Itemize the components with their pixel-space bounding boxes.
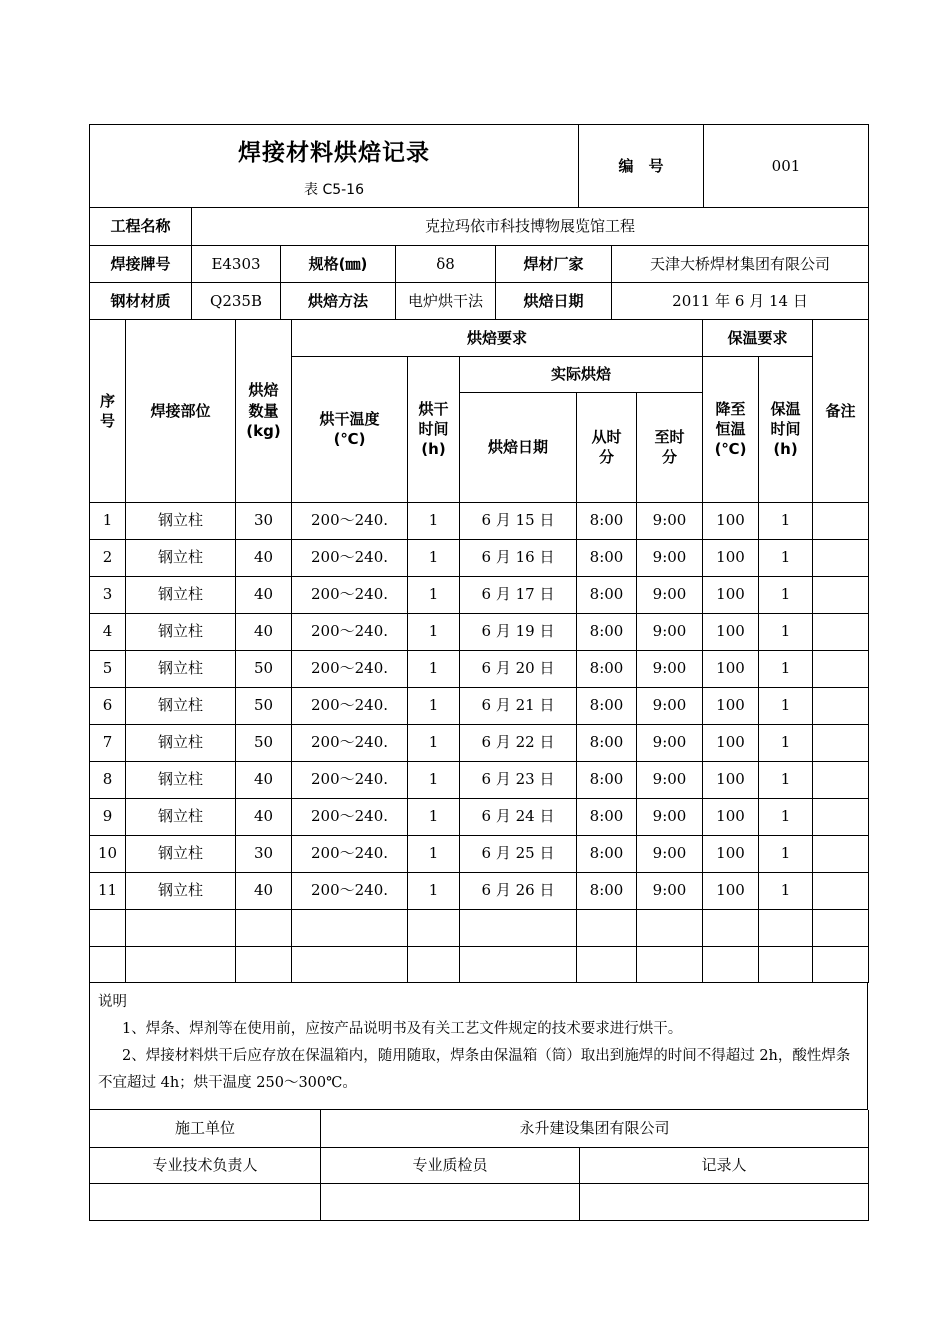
cell-drop: 100 — [703, 687, 759, 724]
cell-date: 6 月 24 日 — [460, 798, 577, 835]
cell-time: 1 — [408, 835, 460, 872]
cell-remark — [813, 613, 869, 650]
cell-remark — [813, 502, 869, 539]
cell-time: 1 — [408, 502, 460, 539]
title-table — [89, 124, 869, 208]
cell-remark — [813, 798, 869, 835]
cell-seq: 3 — [90, 576, 126, 613]
table-row — [90, 835, 869, 872]
cell-remark — [813, 761, 869, 798]
note-line-2: 2、焊接材料烘干后应存放在保温箱内，随用随取，焊条由保温箱（筒）取出到施焊的时间不得超过 2h，酸性焊条不宜超过 4h；烘干温度 250～300℃。 — [98, 1047, 851, 1091]
brand-label: 焊接牌号 — [90, 246, 192, 283]
cell-from: 8:00 — [577, 872, 637, 909]
table-row — [90, 687, 869, 724]
material-info-table — [89, 246, 869, 321]
cell-drop: 100 — [703, 539, 759, 576]
cell-temp: 200～240. — [292, 687, 408, 724]
notes-table — [89, 983, 868, 1111]
cell-location: 钢立柱 — [126, 539, 236, 576]
cell-qty: 40 — [236, 539, 292, 576]
notes-heading: 说明 — [98, 993, 127, 1010]
cell-drop: 100 — [703, 724, 759, 761]
cell-from: 8:00 — [577, 761, 637, 798]
cell-from: 8:00 — [577, 502, 637, 539]
table-row — [90, 650, 869, 687]
cell-keep: 1 — [759, 576, 813, 613]
brand-value: E4303 — [192, 246, 281, 283]
cell-keep: 1 — [759, 502, 813, 539]
cell-location: 钢立柱 — [126, 613, 236, 650]
cell-seq: 11 — [90, 872, 126, 909]
spec-value: δ8 — [396, 246, 496, 283]
bake-record-form — [89, 124, 868, 1221]
cell-seq: 2 — [90, 539, 126, 576]
notes-cell — [90, 983, 868, 1110]
cell-from: 8:00 — [577, 835, 637, 872]
maker-label: 焊材厂家 — [496, 246, 612, 283]
unit-label: 施工单位 — [90, 1110, 321, 1147]
cell-qty: 40 — [236, 576, 292, 613]
cell-location: 钢立柱 — [126, 761, 236, 798]
cell-date: 6 月 21 日 — [460, 687, 577, 724]
unit-value: 永升建设集团有限公司 — [321, 1110, 869, 1147]
cell-keep: 1 — [759, 724, 813, 761]
cell-drop: 100 — [703, 835, 759, 872]
project-label: 工程名称 — [90, 208, 192, 245]
cell-remark — [813, 835, 869, 872]
cell-temp: 200～240. — [292, 761, 408, 798]
recorder-signature — [580, 1183, 869, 1220]
cell-to: 9:00 — [637, 613, 703, 650]
cell-temp: 200～240. — [292, 798, 408, 835]
col-bake-date: 烘焙日期 — [460, 392, 577, 502]
cell-temp: 200～240. — [292, 502, 408, 539]
cell-qty: 40 — [236, 761, 292, 798]
spec-label: 规格(㎜) — [281, 246, 396, 283]
col-from: 从时 分 — [577, 392, 637, 502]
table-row — [90, 576, 869, 613]
cell-to: 9:00 — [637, 761, 703, 798]
cell-remark — [813, 872, 869, 909]
col-drop-temp: 降至 恒温 (℃) — [703, 356, 759, 502]
maker-value: 天津大桥焊材集团有限公司 — [612, 246, 869, 283]
method-label: 烘焙方法 — [281, 283, 396, 320]
cell-seq: 4 — [90, 613, 126, 650]
table-row — [90, 613, 869, 650]
signature-table — [89, 1110, 869, 1221]
date-label: 烘焙日期 — [496, 283, 612, 320]
cell-seq: 6 — [90, 687, 126, 724]
cell-to: 9:00 — [637, 650, 703, 687]
cell-date: 6 月 19 日 — [460, 613, 577, 650]
steel-value: Q235B — [192, 283, 281, 320]
cell-drop: 100 — [703, 872, 759, 909]
cell-temp: 200～240. — [292, 872, 408, 909]
cell-seq: 7 — [90, 724, 126, 761]
records-body — [90, 502, 869, 909]
tech-lead-signature — [90, 1183, 321, 1220]
cell-drop: 100 — [703, 576, 759, 613]
cell-keep: 1 — [759, 687, 813, 724]
cell-keep: 1 — [759, 872, 813, 909]
cell-remark — [813, 539, 869, 576]
cell-from: 8:00 — [577, 650, 637, 687]
cell-date: 6 月 20 日 — [460, 650, 577, 687]
cell-date: 6 月 15 日 — [460, 502, 577, 539]
form-code: 表 C5-16 — [304, 182, 364, 199]
cell-from: 8:00 — [577, 724, 637, 761]
cell-to: 9:00 — [637, 539, 703, 576]
cell-to: 9:00 — [637, 502, 703, 539]
cell-from: 8:00 — [577, 687, 637, 724]
cell-drop: 100 — [703, 650, 759, 687]
cell-from: 8:00 — [577, 576, 637, 613]
form-title: 焊接材料烘焙记录 — [238, 140, 430, 167]
cell-qty: 30 — [236, 502, 292, 539]
cell-seq: 10 — [90, 835, 126, 872]
cell-qty: 40 — [236, 798, 292, 835]
table-row-empty — [90, 909, 869, 946]
table-row — [90, 724, 869, 761]
cell-to: 9:00 — [637, 724, 703, 761]
title-cell — [90, 125, 579, 208]
cell-to: 9:00 — [637, 576, 703, 613]
table-row — [90, 502, 869, 539]
cell-date: 6 月 16 日 — [460, 539, 577, 576]
cell-keep: 1 — [759, 798, 813, 835]
cell-to: 9:00 — [637, 835, 703, 872]
records-table — [89, 320, 869, 983]
project-value: 克拉玛依市科技博物展览馆工程 — [192, 208, 869, 245]
cell-date: 6 月 25 日 — [460, 835, 577, 872]
cell-time: 1 — [408, 798, 460, 835]
cell-time: 1 — [408, 724, 460, 761]
cell-remark — [813, 724, 869, 761]
cell-drop: 100 — [703, 761, 759, 798]
cell-qty: 50 — [236, 687, 292, 724]
number-label: 编 号 — [579, 125, 704, 208]
cell-time: 1 — [408, 687, 460, 724]
table-row — [90, 798, 869, 835]
note-line-1: 1、焊条、焊剂等在使用前，应按产品说明书及有关工艺文件规定的技术要求进行烘干。 — [122, 1020, 683, 1037]
qc-label: 专业质检员 — [321, 1147, 580, 1183]
qc-signature — [321, 1183, 580, 1220]
cell-keep: 1 — [759, 761, 813, 798]
cell-drop: 100 — [703, 613, 759, 650]
cell-from: 8:00 — [577, 613, 637, 650]
cell-qty: 50 — [236, 724, 292, 761]
cell-drop: 100 — [703, 798, 759, 835]
method-value: 电炉烘干法 — [396, 283, 496, 320]
project-table — [89, 208, 869, 246]
cell-location: 钢立柱 — [126, 576, 236, 613]
table-row — [90, 539, 869, 576]
cell-from: 8:00 — [577, 798, 637, 835]
cell-keep: 1 — [759, 613, 813, 650]
number-value: 001 — [704, 125, 869, 208]
cell-remark — [813, 687, 869, 724]
cell-temp: 200～240. — [292, 576, 408, 613]
recorder-label: 记录人 — [580, 1147, 869, 1183]
cell-location: 钢立柱 — [126, 872, 236, 909]
cell-location: 钢立柱 — [126, 687, 236, 724]
cell-location: 钢立柱 — [126, 798, 236, 835]
col-keep-time: 保温 时间 (h) — [759, 356, 813, 502]
cell-qty: 30 — [236, 835, 292, 872]
cell-seq: 1 — [90, 502, 126, 539]
cell-remark — [813, 650, 869, 687]
cell-location: 钢立柱 — [126, 724, 236, 761]
cell-location: 钢立柱 — [126, 835, 236, 872]
col-dry-temp: 烘干温度 (℃) — [292, 356, 408, 502]
col-remark: 备注 — [813, 320, 869, 502]
cell-to: 9:00 — [637, 798, 703, 835]
cell-time: 1 — [408, 650, 460, 687]
cell-to: 9:00 — [637, 687, 703, 724]
col-actual-bake: 实际烘焙 — [460, 356, 703, 392]
cell-temp: 200～240. — [292, 724, 408, 761]
date-value: 2011 年 6 月 14 日 — [612, 283, 869, 320]
cell-temp: 200～240. — [292, 650, 408, 687]
cell-drop: 100 — [703, 502, 759, 539]
col-seq: 序 号 — [90, 320, 126, 502]
col-to: 至时 分 — [637, 392, 703, 502]
table-row-empty — [90, 946, 869, 982]
col-keep-requirement: 保温要求 — [703, 320, 813, 356]
cell-keep: 1 — [759, 835, 813, 872]
table-row — [90, 872, 869, 909]
cell-keep: 1 — [759, 539, 813, 576]
tech-lead-label: 专业技术负责人 — [90, 1147, 321, 1183]
col-bake-requirement: 烘焙要求 — [292, 320, 703, 356]
cell-time: 1 — [408, 872, 460, 909]
col-qty: 烘焙 数量 (kg) — [236, 320, 292, 502]
cell-date: 6 月 17 日 — [460, 576, 577, 613]
cell-qty: 50 — [236, 650, 292, 687]
cell-time: 1 — [408, 761, 460, 798]
cell-keep: 1 — [759, 650, 813, 687]
cell-temp: 200～240. — [292, 539, 408, 576]
cell-time: 1 — [408, 539, 460, 576]
col-location: 焊接部位 — [126, 320, 236, 502]
cell-from: 8:00 — [577, 539, 637, 576]
cell-date: 6 月 26 日 — [460, 872, 577, 909]
cell-temp: 200～240. — [292, 613, 408, 650]
cell-remark — [813, 576, 869, 613]
cell-qty: 40 — [236, 613, 292, 650]
cell-date: 6 月 23 日 — [460, 761, 577, 798]
cell-temp: 200～240. — [292, 835, 408, 872]
cell-seq: 8 — [90, 761, 126, 798]
cell-time: 1 — [408, 576, 460, 613]
cell-seq: 9 — [90, 798, 126, 835]
cell-time: 1 — [408, 613, 460, 650]
col-dry-time: 烘干 时间 (h) — [408, 356, 460, 502]
cell-to: 9:00 — [637, 872, 703, 909]
steel-label: 钢材材质 — [90, 283, 192, 320]
table-row — [90, 761, 869, 798]
cell-qty: 40 — [236, 872, 292, 909]
cell-seq: 5 — [90, 650, 126, 687]
cell-location: 钢立柱 — [126, 650, 236, 687]
cell-location: 钢立柱 — [126, 502, 236, 539]
cell-date: 6 月 22 日 — [460, 724, 577, 761]
